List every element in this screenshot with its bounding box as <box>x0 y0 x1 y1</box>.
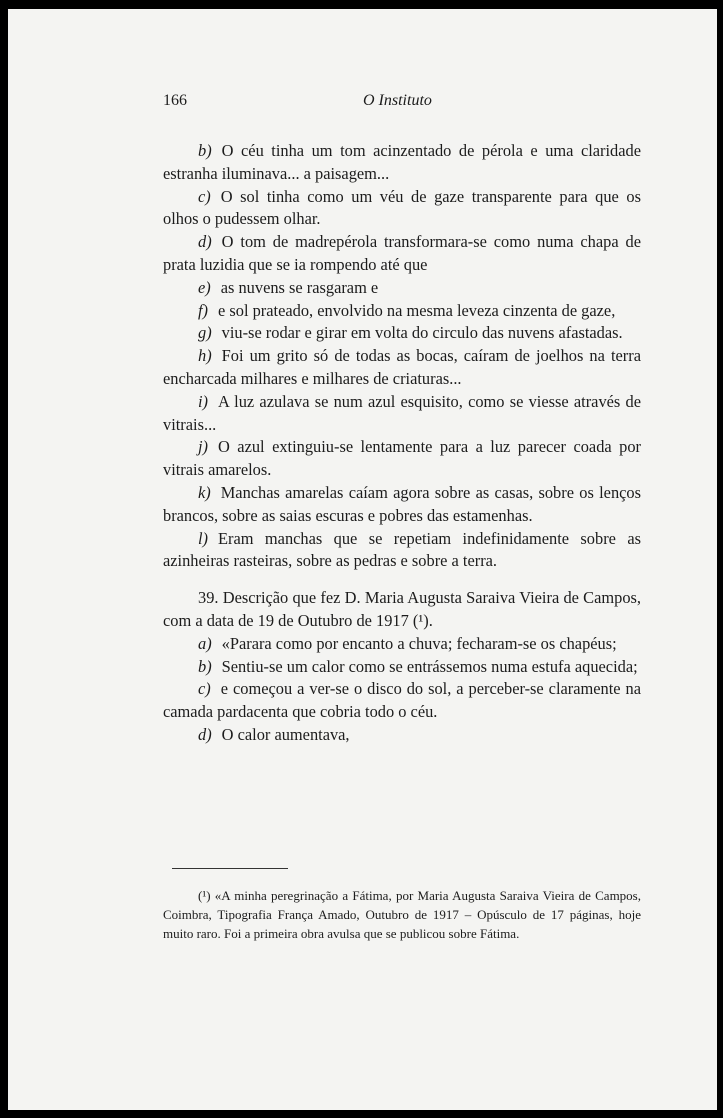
list-item-d: d) O tom de madrepérola transformara-se como numa chapa de prata luzidia que se ia rompendo até que <box>163 232 641 274</box>
list-item-i: i) A luz azulava se num azul esquisito, como se viesse através de vitrais... <box>163 391 641 434</box>
list-item-j: j) O azul extinguiu-se lentamente para a luz parecer coada por vitrais amarelos. <box>163 437 641 480</box>
footnote <box>163 886 641 943</box>
section-39-intro: 39. Descrição que fez D. Maria Augusta Saraiva Vieira de Campos, com a data de 19 de Outubro de 1917 (¹). <box>163 588 641 630</box>
list-item-l: l) Eram manchas que se repetiam indefinidamente sobre as azinheiras rasteiras, sobre as pedras e sobre a terra. <box>163 528 641 571</box>
list-item-c2: c) e começou a ver-se o disco do sol, a perceber-se claramente na camada pardacenta que cobria todo o céu. <box>163 679 641 722</box>
page-header <box>163 92 643 112</box>
list-item-a: a) «Parara como por encanto a chuva; fecharam-se os chapéus; <box>198 633 617 653</box>
footnote-divider <box>172 868 288 869</box>
list-item-b2: b) Sentiu-se um calor como se entrássemos numa estufa aquecida; <box>198 656 638 676</box>
body-text <box>163 140 641 747</box>
list-item-b: b) O céu tinha um tom acinzentado de pérola e uma claridade estranha iluminava... a paisagem... <box>163 141 641 183</box>
list-item-h: h) Foi um grito só de todas as bocas, caíram de joelhos na terra encharcada milhares e milhares de criaturas... <box>163 346 641 388</box>
list-item-g: g) viu-se rodar e girar em volta do circulo das nuvens afastadas. <box>198 323 623 343</box>
page-number: 166 <box>163 92 187 109</box>
list-item-f: f) e sol prateado, envolvido na mesma leveza cinzenta de gaze, <box>198 300 616 320</box>
list-item-c: c) O sol tinha como um véu de gaze transparente para que os olhos o pudessem olhar. <box>163 186 641 229</box>
list-item-e: e) as nuvens se rasgaram e <box>198 277 379 297</box>
footnote-text: (¹) «A minha peregrinação a Fátima, por Maria Augusta Saraiva Vieira de Campos, Coimbra, Tipografia França Amado, Outubro de 1917 – Opúsculo de 17 páginas, hoje muito raro. Foi a primeira obra avulsa que se publicou sobre Fátima. <box>163 888 641 941</box>
running-title: O Instituto <box>363 92 432 109</box>
list-item-k: k) Manchas amarelas caíam agora sobre as casas, sobre os lenços brancos, sobre as saias escuras e pobres das estamenhas. <box>163 482 641 525</box>
list-item-d2: d) O calor aumentava, <box>198 724 350 744</box>
